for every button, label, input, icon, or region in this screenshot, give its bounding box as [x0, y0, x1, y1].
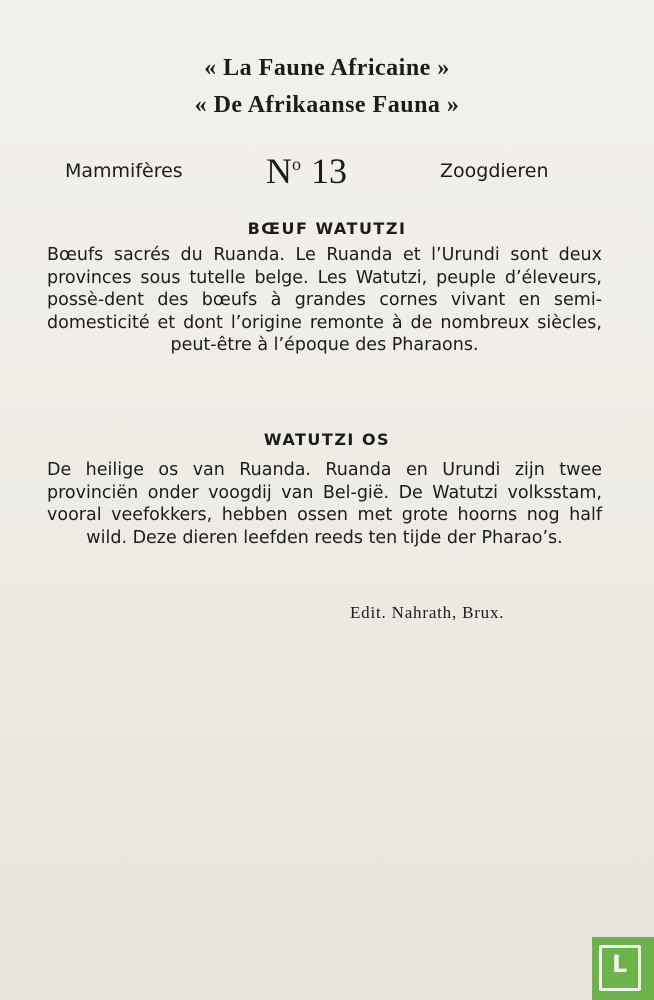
heading-french: BŒUF WATUTZI — [247, 219, 407, 238]
category-dutch: Zoogdieren — [440, 160, 549, 182]
number-superscript: o — [292, 154, 301, 174]
title-dutch: « De Afrikaanse Fauna » — [194, 92, 460, 118]
category-french: Mammifères — [65, 160, 183, 182]
body-dutch: De heilige os van Ruanda. Ruanda en Urundi zijn twee provinciën onder voogdij van Bel-gië. De Watutzi volksstam, vooral veefokkers, hebben ossen met grote hoorns nog half wild. Deze dieren leefden reeds ten tijde der Pharao’s. — [47, 460, 602, 548]
logo-letter: L — [612, 950, 628, 978]
site-watermark-logo — [592, 937, 654, 1000]
publisher-credit: Edit. Nahrath, Brux. — [350, 603, 505, 622]
card-number — [266, 150, 347, 192]
title-french: « La Faune Africaine » — [204, 55, 450, 81]
number-prefix: N — [266, 151, 292, 191]
body-french: Bœufs sacrés du Ruanda. Le Ruanda et l’Urundi sont deux provinces sous tutelle belge. Les Watutzi, peuple d’éleveurs, possè-dent des bœufs à grandes cornes vivant en semi-domesticité et dont l’origine remonte à de nombreux siècles, peut-être à l’époque des Pharaons. — [47, 245, 602, 355]
number-value: 13 — [311, 151, 347, 191]
heading-dutch: WATUTZI OS — [263, 430, 391, 449]
